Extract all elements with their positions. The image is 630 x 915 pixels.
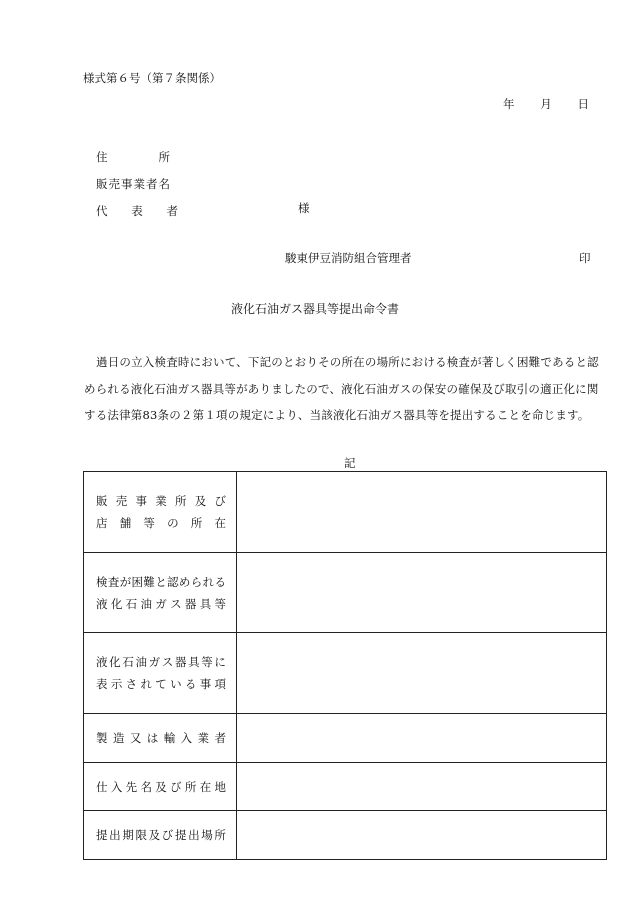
row-value-field[interactable] (237, 763, 607, 811)
row-label (84, 763, 237, 811)
table-row (84, 553, 607, 633)
row-value-field[interactable] (237, 633, 607, 714)
table-row (84, 763, 607, 811)
row-label-line: 液 化 石 油 ガ ス 器 具 等 (96, 596, 226, 611)
date-month-label: 月 (540, 97, 552, 111)
row-label-line: 液 化 石 油 ガ ス 器 具 等 に (96, 655, 226, 669)
table-row (84, 714, 607, 763)
row-label (84, 633, 237, 714)
table-row (84, 811, 607, 860)
date-year-label: 年 (503, 97, 515, 111)
business-name-label: 販 売 事 業 者 名 (96, 177, 170, 191)
row-label-line: 販 売 事 業 所 及 び (96, 494, 226, 508)
row-label (84, 553, 237, 633)
row-label (84, 472, 237, 553)
date-day-label: 日 (577, 97, 589, 111)
table-row (84, 472, 607, 553)
table-row (84, 633, 607, 714)
ki-label: 記 (344, 456, 356, 470)
row-label-line: 製 造 又 は 輸 入 業 者 (96, 731, 226, 745)
row-label-line: 仕 入 先 名 及 び 所 在 地 (96, 779, 226, 794)
honorific: 様 (298, 201, 310, 215)
row-value-field[interactable] (237, 553, 607, 633)
form-number: 様式第６号（第７条関係） (83, 71, 221, 85)
date-line (503, 96, 589, 112)
row-value-field[interactable] (237, 714, 607, 763)
row-label-line: 検 査 が 困 難 と 認 め ら れ る (96, 574, 226, 589)
addressee-block (96, 150, 178, 231)
row-label (84, 714, 237, 763)
issuer-name: 駿東伊豆消防組合管理者 (285, 251, 412, 265)
document-title: 液化石油ガス器具等提出命令書 (230, 302, 399, 316)
row-value-field[interactable] (237, 811, 607, 860)
row-label (84, 811, 237, 860)
items-table (83, 471, 607, 860)
representative-label: 代 表 者 (96, 204, 178, 218)
row-label-line: 表 示 さ れ て い る 事 項 (96, 677, 226, 691)
row-label-line: 提 出 期 限 及 び 提 出 場 所 (96, 828, 226, 842)
seal-mark: 印 (579, 251, 591, 265)
row-value-field[interactable] (237, 472, 607, 553)
address-label: 住 所 (96, 150, 170, 164)
row-label-line: 店 舗 等 の 所 在 (96, 516, 226, 530)
body-paragraph: 過日の立入検査時において、下記のとおりその所在の場所における検査が著しく困難であると認められる液化石油ガス器具等がありましたので、液化石油ガスの保安の確保及び取引の適正化に関する法律第83条の２第１項の規定により、当該液化石油ガス器具等を提出することを命じます。 (84, 355, 599, 422)
